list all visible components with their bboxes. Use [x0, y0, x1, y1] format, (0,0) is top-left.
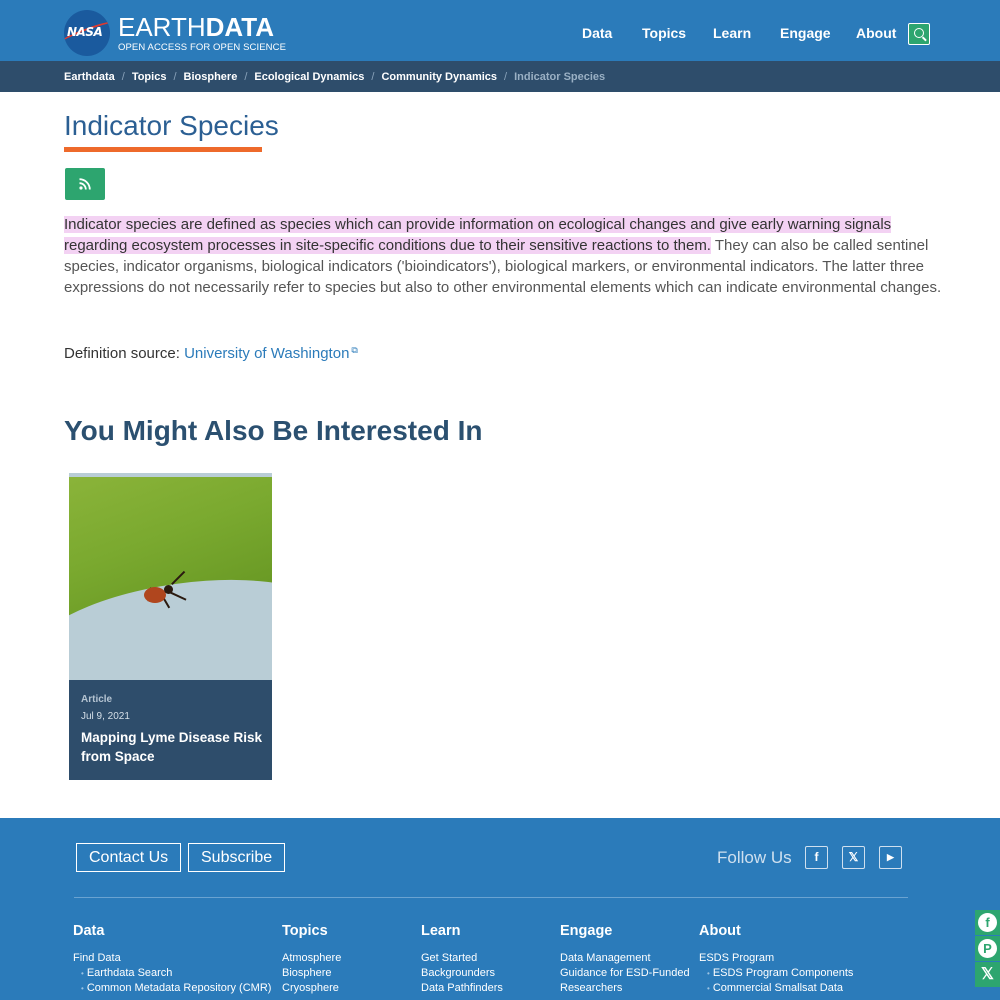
youtube-icon[interactable]: ▶ [879, 846, 902, 869]
definition-highlighted: Indicator species are defined as species which can provide information on ecological changes and give early warning signals regarding ecosystem processes in site-specific conditions due to their sensitive reactions to them. [64, 216, 892, 254]
footer-link[interactable]: Get Started [421, 952, 478, 964]
nasa-meatball-logo: NASA [64, 10, 110, 56]
related-article-card[interactable] [69, 473, 272, 780]
footer-sublink[interactable]: • Common Metadata Repository (CMR) [73, 981, 271, 996]
tick-illustration [144, 587, 166, 603]
logo-subtitle: OPEN ACCESS FOR OPEN SCIENCE [118, 41, 287, 53]
breadcrumb-biosphere[interactable]: Biosphere [183, 71, 238, 83]
search-icon[interactable] [908, 23, 930, 45]
footer-link[interactable]: Biosphere [282, 967, 332, 979]
breadcrumb-current: Indicator Species [514, 71, 606, 83]
footer-link[interactable]: Find Data [73, 952, 121, 964]
x-icon: 𝕏 [981, 966, 994, 983]
definition-source: Definition source: University of Washington ⧉ [64, 345, 358, 362]
source-link[interactable]: University of Washington [184, 345, 350, 362]
footer-link[interactable]: Data Pathfinders [421, 982, 503, 994]
facebook-icon: f [978, 913, 997, 932]
external-link-icon: ⧉ [351, 345, 358, 355]
earthdata-logo[interactable] [64, 10, 286, 56]
footer-col-topics: Topics Atmosphere Biosphere Cryosphere [282, 923, 342, 994]
footer-sublink[interactable]: • Earthdata Search [73, 966, 271, 981]
share-x-button[interactable] [975, 962, 1000, 987]
breadcrumb: Earthdata / Topics / Biosphere / Ecological Dynamics / Community Dynamics / Indicator Species [0, 61, 1000, 92]
footer-link[interactable]: Data Management [560, 952, 651, 964]
follow-us-label: Follow Us [717, 848, 792, 867]
footer-link[interactable]: Researchers [560, 982, 623, 994]
card-image [69, 473, 272, 680]
x-icon[interactable]: 𝕏 [842, 846, 865, 869]
footer-col-data: Data Find Data • Earthdata Search • Common Metadata Repository (CMR) [73, 923, 271, 996]
rss-button[interactable] [65, 168, 105, 200]
footer-link[interactable]: Atmosphere [282, 952, 342, 964]
nav-about[interactable]: About [856, 25, 897, 41]
related-section-title: You Might Also Be Interested In [64, 415, 483, 446]
breadcrumb-earthdata[interactable]: Earthdata [64, 71, 115, 83]
breadcrumb-ecological-dynamics[interactable]: Ecological Dynamics [254, 71, 365, 83]
footer-link[interactable]: Backgrounders [421, 967, 495, 979]
footer-sublink[interactable]: • ESDS Program Components [699, 966, 853, 981]
logo-title: EARTHDATA [118, 11, 275, 42]
nav-learn[interactable]: Learn [713, 25, 752, 41]
logo-text [118, 11, 287, 53]
footer-link[interactable]: Cryosphere [282, 982, 339, 994]
card-title[interactable]: Mapping Lyme Disease Risk from Space [81, 730, 263, 764]
nav-data[interactable]: Data [582, 25, 613, 41]
definition-rest: They can also be called sentinel species, indicator organisms, biological indicators ('bioindicators'), biological markers, or environmental indicators. The latter three expressions do not necessarily refer to species but also to other environmental elements which can indicate environmental changes. [64, 237, 942, 296]
card-date: Jul 9, 2021 [81, 711, 130, 722]
footer-link[interactable]: Guidance for ESD-Funded [560, 967, 690, 979]
nav-topics[interactable]: Topics [642, 25, 687, 41]
breadcrumb-community-dynamics[interactable]: Community Dynamics [381, 71, 498, 83]
site-footer [0, 818, 1000, 1000]
card-type: Article [81, 694, 113, 705]
contact-us-button[interactable]: Contact Us [76, 843, 181, 872]
definition-paragraph [64, 214, 944, 298]
footer-divider [74, 897, 908, 898]
footer-col-engage: Engage Data Management Guidance for ESD-Funded Researchers [560, 923, 690, 994]
site-header [0, 0, 1000, 61]
share-pinterest-button[interactable] [975, 936, 1000, 961]
nav-engage[interactable]: Engage [780, 25, 831, 41]
rss-icon [79, 178, 91, 190]
share-facebook-button[interactable] [975, 910, 1000, 935]
title-underline [64, 147, 262, 152]
breadcrumb-topics[interactable]: Topics [131, 71, 167, 83]
footer-col-about: About ESDS Program • ESDS Program Components • Commercial Smallsat Data [699, 923, 853, 996]
facebook-icon[interactable]: f [805, 846, 828, 869]
footer-link[interactable]: ESDS Program [699, 952, 775, 964]
pinterest-icon: P [978, 939, 997, 958]
footer-col-learn: Learn Get Started Backgrounders Data Pathfinders [421, 923, 503, 994]
footer-sublink[interactable]: • Commercial Smallsat Data [699, 981, 853, 996]
subscribe-button[interactable]: Subscribe [188, 843, 285, 872]
page-title: Indicator Species [64, 110, 279, 141]
